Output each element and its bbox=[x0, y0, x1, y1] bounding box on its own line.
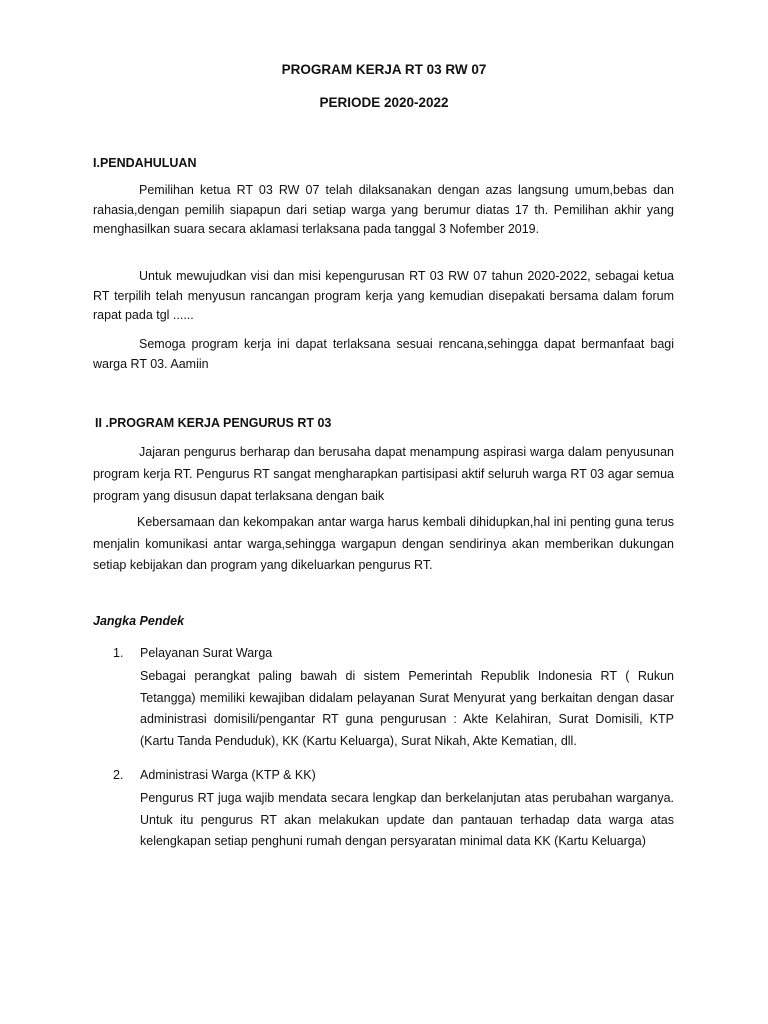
list-item-body: Pengurus RT juga wajib mendata secara lengkap dan berkelanjutan atas perubahan warganya. Untuk itu pengurus RT akan melakukan update dan pantauan terhadap data warga atas kelengkapan setiap penghuni rumah dengan persyaratan minimal data KK (Kartu Keluarga) bbox=[140, 791, 674, 849]
list-item-title: Pelayanan Surat Warga bbox=[140, 646, 273, 660]
paragraph: Jajaran pengurus berharap dan berusaha dapat menampung aspirasi warga dalam penyusunan program kerja RT. Pengurus RT sangat mengharapkan partisipasi aktif seluruh warga RT 03 agar semua program yang disusun dapat terlaksana dengan baik bbox=[93, 445, 674, 503]
list-item-title: Administrasi Warga (KTP & KK) bbox=[140, 768, 316, 782]
paragraph: Semoga program kerja ini dapat terlaksana sesuai rencana,sehingga dapat bermanfaat bagi warga RT 03. Aamiin bbox=[93, 337, 674, 371]
paragraph: Untuk mewujudkan visi dan misi kepengurusan RT 03 RW 07 tahun 2020-2022, sebagai ketua RT terpilih telah menyusun rancangan program kerja yang kemudian disepakati bersama dalam forum rapat pada tgl ...... bbox=[93, 269, 674, 323]
document-period: PERIODE 2020-2022 bbox=[319, 95, 449, 110]
document-title: PROGRAM KERJA RT 03 RW 07 bbox=[281, 62, 487, 77]
list-item-number: 1. bbox=[113, 646, 124, 660]
section-heading-program-kerja: II .PROGRAM KERJA PENGURUS RT 03 bbox=[95, 416, 332, 430]
paragraph: Kebersamaan dan kekompakan antar warga harus kembali dihidupkan,hal ini penting guna terus menjalin komunikasi antar warga,sehingga wargapun dengan sendirinya akan memberikan dukungan setiap kebijakan dan program yang dikeluarkan pengurus RT. bbox=[93, 515, 674, 572]
list-item-body: Sebagai perangkat paling bawah di sistem Pemerintah Republik Indonesia RT ( Rukun Tetangga) memiliki kewajiban didalam pelayanan Surat Menyurat yang berkaitan dengan dasar administrasi domisili/pengantar RT guna pengurusan : Akte Kelahiran, Surat Domisili, KTP (Kartu Tanda Penduduk), KK (Kartu Keluarga), Surat Nikah, Akte Kematian, dll. bbox=[140, 669, 674, 748]
section-heading-pendahuluan: I.PENDAHULUAN bbox=[93, 156, 197, 170]
section-heading-jangka-pendek: Jangka Pendek bbox=[93, 614, 185, 628]
list-item-number: 2. bbox=[113, 768, 124, 782]
paragraph: Pemilihan ketua RT 03 RW 07 telah dilaksanakan dengan azas langsung umum,bebas dan rahasia,dengan pemilih siapapun dari setiap warga yang berumur diatas 17 th. Pemilihan akhir yang menghasilkan suara secara aklamasi terlaksana pada tanggal 3 Nofember 2019. bbox=[93, 183, 674, 237]
